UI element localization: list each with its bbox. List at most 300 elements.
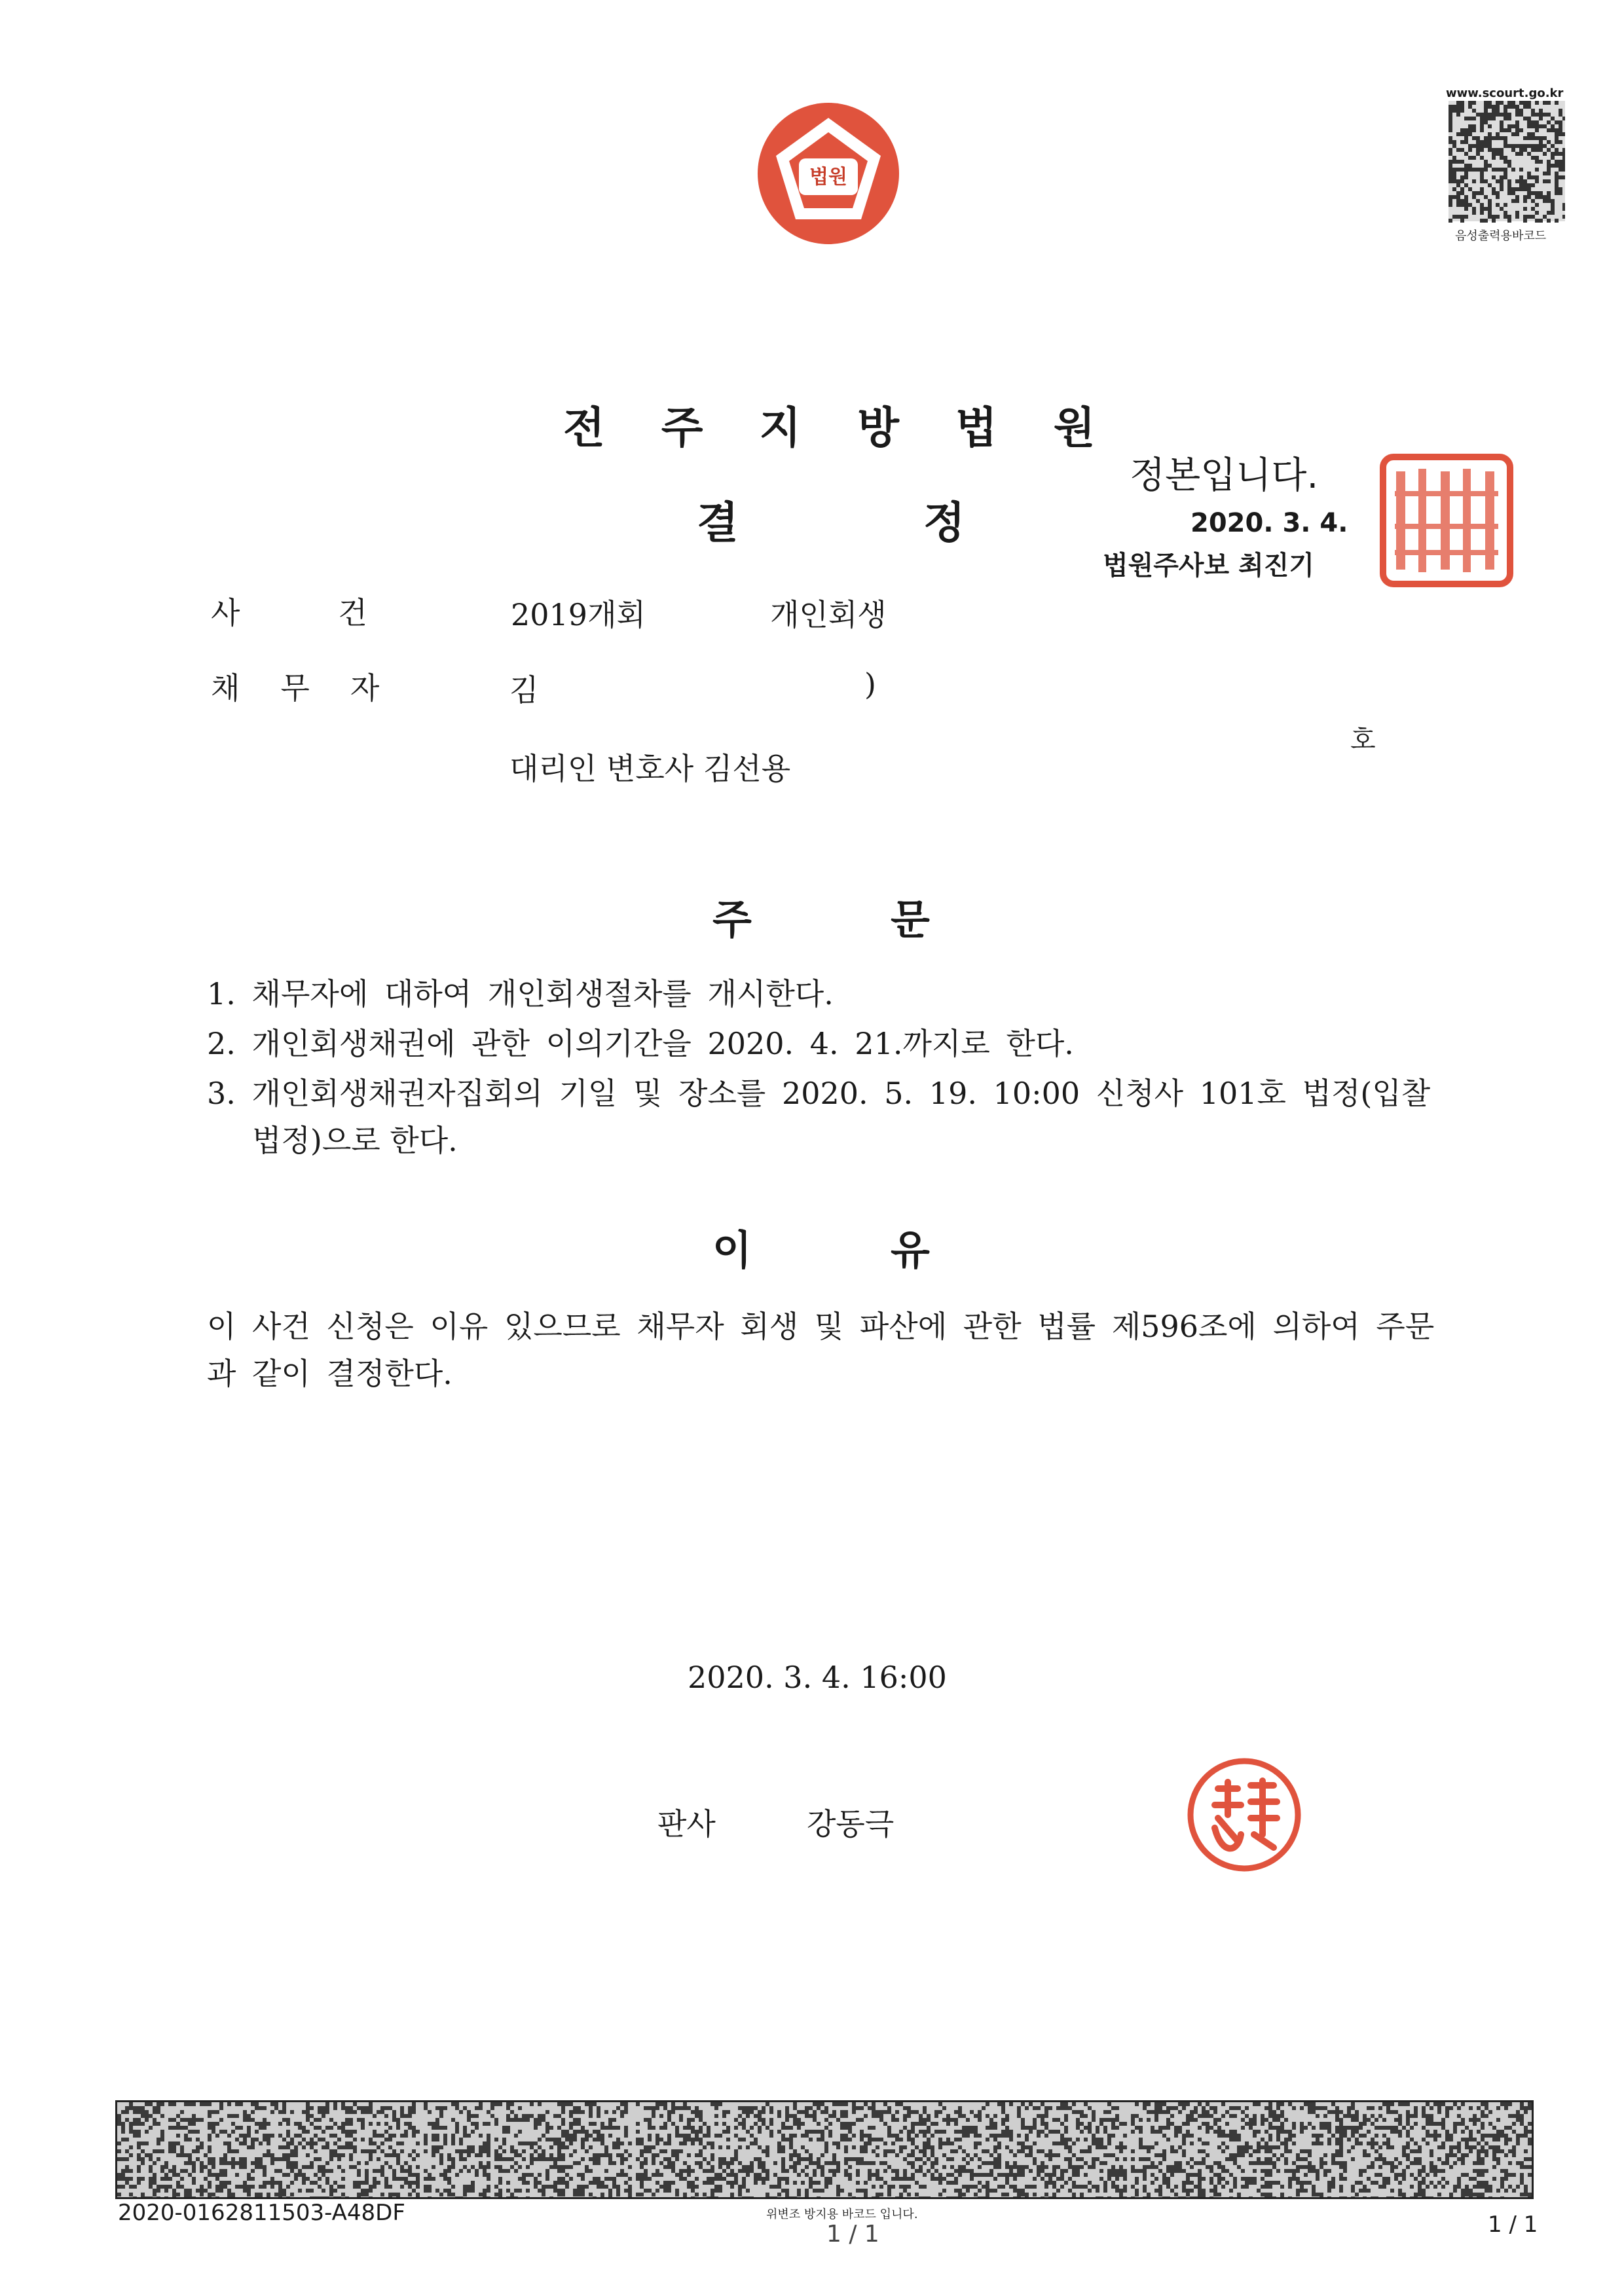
pattern-dot <box>1276 2181 1280 2185</box>
pattern-dot <box>1371 2122 1375 2126</box>
pattern-dot <box>1331 2110 1335 2114</box>
pattern-dot <box>369 2153 373 2157</box>
pattern-dot <box>357 2185 361 2189</box>
order-heading-second: 문 <box>891 896 930 943</box>
pattern-dot <box>911 2153 915 2157</box>
pattern-dot <box>1449 219 1452 223</box>
pattern-dot <box>463 2157 467 2161</box>
pattern-dot <box>369 2196 373 2199</box>
pattern-dot <box>396 2118 400 2122</box>
pattern-dot <box>1320 2106 1323 2110</box>
pattern-dot <box>121 2110 125 2114</box>
pattern-dot <box>1527 187 1531 191</box>
pattern-dot <box>251 2169 255 2173</box>
pattern-dot <box>373 2181 377 2185</box>
pattern-dot <box>1485 2106 1488 2110</box>
pattern-dot <box>1194 2196 1198 2199</box>
pattern-dot <box>1473 2138 1477 2141</box>
pattern-dot <box>1390 2110 1394 2114</box>
pattern-dot <box>1562 164 1565 168</box>
pattern-dot <box>887 2134 891 2138</box>
pattern-dot <box>907 2114 911 2118</box>
pattern-dot <box>569 2138 573 2141</box>
pattern-dot <box>290 2138 294 2141</box>
pattern-dot <box>133 2130 137 2134</box>
pattern-dot <box>1052 2193 1056 2196</box>
pattern-dot <box>121 2130 125 2134</box>
pattern-dot <box>1143 2165 1147 2169</box>
pattern-dot <box>506 2157 510 2161</box>
pattern-dot <box>832 2153 836 2157</box>
pattern-dot <box>502 2149 506 2153</box>
pattern-dot <box>251 2185 255 2189</box>
pattern-dot <box>1123 2185 1127 2189</box>
pattern-dot <box>785 2106 789 2110</box>
pattern-dot <box>1320 2196 1323 2199</box>
pattern-dot <box>1398 2161 1402 2165</box>
pattern-dot <box>1437 2181 1441 2185</box>
pattern-dot <box>1511 105 1515 109</box>
pattern-dot <box>1406 2114 1410 2118</box>
pattern-dot <box>125 2118 129 2122</box>
pattern-dot <box>1516 2161 1520 2165</box>
pattern-dot <box>1551 164 1555 168</box>
pattern-dot <box>168 2145 172 2149</box>
pattern-dot <box>1335 2114 1339 2118</box>
pattern-dot <box>569 2141 573 2145</box>
pattern-dot <box>247 2145 251 2149</box>
pattern-dot <box>514 2149 518 2153</box>
pattern-dot <box>1460 160 1464 164</box>
pattern-dot <box>1547 120 1551 124</box>
pattern-dot <box>1531 175 1535 179</box>
pattern-dot <box>365 2177 369 2181</box>
pattern-dot <box>239 2165 243 2169</box>
pattern-dot <box>1209 2181 1213 2185</box>
pattern-dot <box>1025 2145 1029 2149</box>
pattern-dot <box>644 2149 648 2153</box>
pattern-dot <box>424 2106 428 2110</box>
pattern-dot <box>514 2196 518 2199</box>
pattern-dot <box>467 2189 471 2193</box>
doc-title-second: 정 <box>923 498 965 548</box>
pattern-dot <box>1202 2114 1206 2118</box>
pattern-dot <box>1048 2149 1052 2153</box>
pattern-dot <box>1492 113 1496 117</box>
pattern-dot <box>1041 2177 1044 2181</box>
pattern-dot <box>1021 2173 1025 2177</box>
pattern-dot <box>640 2165 644 2169</box>
pattern-dot <box>1001 2106 1005 2110</box>
pattern-dot <box>1504 136 1507 140</box>
pattern-dot <box>730 2193 734 2196</box>
pattern-dot <box>1088 2189 1092 2193</box>
pattern-dot <box>1166 2169 1170 2173</box>
pattern-dot <box>322 2169 325 2173</box>
pattern-dot <box>255 2165 259 2169</box>
pattern-dot <box>1449 2145 1453 2149</box>
pattern-dot <box>1523 117 1527 120</box>
pattern-dot <box>1555 175 1559 179</box>
pattern-dot <box>758 2110 762 2114</box>
pattern-dot <box>1449 124 1452 128</box>
pattern-dot <box>695 2138 699 2141</box>
pattern-dot <box>424 2177 428 2181</box>
pattern-dot <box>1064 2181 1068 2185</box>
pattern-dot <box>160 2149 164 2153</box>
pattern-dot <box>958 2165 962 2169</box>
pattern-dot <box>817 2106 821 2110</box>
pattern-dot <box>982 2106 986 2110</box>
pattern-dot <box>789 2157 793 2161</box>
pattern-dot <box>762 2169 766 2173</box>
pattern-dot <box>388 2165 392 2169</box>
pattern-dot <box>1099 2177 1103 2181</box>
pattern-dot <box>1484 144 1488 148</box>
pattern-dot <box>1182 2106 1186 2110</box>
pattern-dot <box>129 2169 133 2173</box>
pattern-dot <box>1559 175 1562 179</box>
pattern-dot <box>365 2169 369 2173</box>
pattern-dot <box>149 2153 153 2157</box>
pattern-dot <box>1257 2189 1261 2193</box>
pattern-dot <box>879 2138 883 2141</box>
pattern-dot <box>1371 2138 1375 2141</box>
pattern-dot <box>1139 2157 1143 2161</box>
pattern-dot <box>1158 2189 1162 2193</box>
pattern-dot <box>1147 2193 1151 2196</box>
pattern-dot <box>1237 2153 1241 2157</box>
pattern-dot <box>848 2138 852 2141</box>
pattern-dot <box>1233 2130 1237 2134</box>
pattern-dot <box>557 2141 561 2145</box>
order-item-3: 3. 개인회생채권자집회의 기일 및 장소를 2020. 5. 19. 10:00 신청사 101호 법정(입찰 <box>207 1076 1431 1111</box>
pattern-dot <box>117 2177 121 2181</box>
pattern-dot <box>997 2185 1001 2189</box>
pattern-dot <box>341 2145 345 2149</box>
pattern-dot <box>742 2181 746 2185</box>
pattern-dot <box>227 2189 231 2193</box>
pattern-dot <box>1276 2138 1280 2141</box>
pattern-dot <box>577 2110 581 2114</box>
pattern-dot <box>1559 128 1562 132</box>
pattern-dot <box>522 2181 526 2185</box>
pattern-dot <box>1418 2161 1422 2165</box>
pattern-dot <box>1371 2165 1375 2169</box>
pattern-dot <box>1288 2169 1292 2173</box>
pattern-dot <box>966 2118 970 2122</box>
pattern-dot <box>836 2145 840 2149</box>
pattern-dot <box>1052 2153 1056 2157</box>
pattern-dot <box>1485 2181 1488 2185</box>
pattern-dot <box>726 2110 730 2114</box>
pattern-dot <box>1452 195 1456 199</box>
pattern-dot <box>1056 2118 1060 2122</box>
pattern-dot <box>1555 183 1559 187</box>
pattern-dot <box>1456 113 1460 117</box>
pattern-dot <box>1456 101 1460 105</box>
pattern-dot <box>388 2138 392 2141</box>
pattern-dot <box>1209 2169 1213 2173</box>
pattern-dot <box>1456 195 1460 199</box>
pattern-dot <box>805 2193 809 2196</box>
pattern-dot <box>1531 183 1535 187</box>
pattern-dot <box>1496 195 1500 199</box>
judge-name: 강동극 <box>807 1806 895 1842</box>
pattern-dot <box>1500 2134 1504 2138</box>
pattern-dot <box>188 2189 192 2193</box>
pattern-dot <box>1481 2102 1485 2106</box>
pattern-dot <box>557 2138 561 2141</box>
pattern-dot <box>750 2169 754 2173</box>
pattern-dot <box>919 2118 923 2122</box>
pattern-dot <box>1194 2173 1198 2177</box>
pattern-dot <box>341 2193 345 2196</box>
pattern-dot <box>1245 2185 1249 2189</box>
pattern-dot <box>349 2122 353 2126</box>
pattern-dot <box>1304 2126 1308 2130</box>
pattern-dot <box>773 2196 777 2199</box>
pattern-dot <box>612 2181 616 2185</box>
pattern-dot <box>1460 187 1464 191</box>
pattern-dot <box>597 2114 600 2118</box>
pattern-dot <box>274 2106 278 2110</box>
pattern-dot <box>1013 2189 1017 2193</box>
pattern-dot <box>1158 2153 1162 2157</box>
pattern-dot <box>1445 2114 1449 2118</box>
pattern-dot <box>545 2126 549 2130</box>
pattern-dot <box>879 2177 883 2181</box>
pattern-dot <box>1143 2102 1147 2106</box>
pattern-dot <box>1080 2165 1084 2169</box>
pattern-dot <box>813 2110 817 2114</box>
pattern-dot <box>1060 2141 1064 2145</box>
pattern-dot <box>726 2130 730 2134</box>
pattern-dot <box>597 2110 600 2114</box>
pattern-dot <box>1154 2165 1158 2169</box>
pattern-dot <box>1072 2169 1076 2173</box>
pattern-dot <box>251 2145 255 2149</box>
pattern-dot <box>392 2149 396 2153</box>
pattern-dot <box>1527 136 1531 140</box>
pattern-dot <box>1456 203 1460 207</box>
pattern-dot <box>1186 2193 1190 2196</box>
pattern-dot <box>1280 2126 1284 2130</box>
pattern-dot <box>958 2130 962 2134</box>
pattern-dot <box>1468 148 1472 152</box>
pattern-dot <box>1496 109 1500 113</box>
pattern-dot <box>1406 2145 1410 2149</box>
pattern-dot <box>302 2181 306 2185</box>
pattern-dot <box>1430 2106 1433 2110</box>
pattern-dot <box>1135 2189 1139 2193</box>
pattern-dot <box>1363 2153 1367 2157</box>
pattern-dot <box>1437 2106 1441 2110</box>
pattern-dot <box>915 2193 919 2196</box>
pattern-dot <box>1539 195 1543 199</box>
pattern-dot <box>1343 2126 1347 2130</box>
pattern-dot <box>1233 2157 1237 2161</box>
pattern-dot <box>1512 2130 1516 2134</box>
pattern-dot <box>1406 2141 1410 2145</box>
pattern-dot <box>1072 2102 1076 2106</box>
pattern-dot <box>498 2153 502 2157</box>
pattern-dot <box>227 2145 231 2149</box>
pattern-dot <box>793 2114 797 2118</box>
pattern-dot <box>1017 2193 1021 2196</box>
pattern-dot <box>1308 2149 1312 2153</box>
pattern-dot <box>671 2181 675 2185</box>
pattern-dot <box>946 2157 950 2161</box>
pattern-dot <box>561 2130 565 2134</box>
pattern-dot <box>781 2122 785 2126</box>
pattern-dot <box>1158 2102 1162 2106</box>
pattern-dot <box>974 2145 978 2149</box>
pattern-dot <box>125 2157 129 2161</box>
pattern-dot <box>467 2118 471 2122</box>
pattern-dot <box>1048 2181 1052 2185</box>
pattern-dot <box>1504 175 1507 179</box>
pattern-dot <box>1316 2106 1320 2110</box>
pattern-dot <box>1488 183 1492 187</box>
pattern-dot <box>188 2193 192 2196</box>
pattern-dot <box>447 2177 451 2181</box>
pattern-dot <box>954 2169 958 2173</box>
pattern-dot <box>785 2177 789 2181</box>
pattern-dot <box>1123 2189 1127 2193</box>
pattern-dot <box>585 2169 589 2173</box>
pattern-dot <box>993 2189 997 2193</box>
pattern-dot <box>1523 179 1527 183</box>
pattern-dot <box>1516 2141 1520 2145</box>
pattern-dot <box>400 2114 404 2118</box>
pattern-dot <box>463 2106 467 2110</box>
pattern-dot <box>1449 128 1452 132</box>
pattern-dot <box>1477 2161 1481 2165</box>
pattern-dot <box>962 2134 966 2138</box>
pattern-dot <box>1312 2169 1316 2173</box>
pattern-dot <box>950 2141 954 2145</box>
pattern-dot <box>306 2102 310 2106</box>
pattern-dot <box>1496 2138 1500 2141</box>
pattern-dot <box>1123 2177 1127 2181</box>
pattern-dot <box>424 2185 428 2189</box>
pattern-dot <box>1052 2196 1056 2199</box>
pattern-dot <box>844 2169 848 2173</box>
pattern-dot <box>302 2173 306 2177</box>
pattern-dot <box>1147 2102 1151 2106</box>
pattern-dot <box>1461 2130 1465 2134</box>
pattern-dot <box>141 2149 145 2153</box>
pattern-dot <box>915 2181 919 2185</box>
pattern-dot <box>762 2110 766 2114</box>
pattern-dot <box>1300 2189 1304 2193</box>
pattern-dot <box>597 2185 600 2189</box>
pattern-dot <box>416 2141 420 2145</box>
pattern-dot <box>1406 2130 1410 2134</box>
pattern-dot <box>1033 2161 1037 2165</box>
pattern-dot <box>821 2130 824 2134</box>
pattern-dot <box>718 2161 722 2165</box>
pattern-dot <box>1481 2169 1485 2173</box>
pattern-dot <box>1323 2126 1327 2130</box>
pattern-dot <box>200 2102 204 2106</box>
pattern-dot <box>1367 2118 1371 2122</box>
pattern-dot <box>620 2114 624 2118</box>
pattern-dot <box>848 2193 852 2196</box>
pattern-dot <box>369 2157 373 2161</box>
pattern-dot <box>1430 2153 1433 2157</box>
pattern-dot <box>758 2165 762 2169</box>
pattern-dot <box>487 2141 490 2145</box>
pattern-dot <box>1233 2161 1237 2165</box>
pattern-dot <box>655 2189 659 2193</box>
pattern-dot <box>726 2145 730 2149</box>
pattern-dot <box>836 2161 840 2165</box>
pattern-dot <box>357 2196 361 2199</box>
pattern-dot <box>325 2196 329 2199</box>
pattern-dot <box>353 2145 357 2149</box>
pattern-dot <box>1308 2169 1312 2173</box>
pattern-dot <box>640 2153 644 2157</box>
pattern-dot <box>663 2181 667 2185</box>
pattern-dot <box>538 2145 542 2149</box>
pattern-dot <box>322 2130 325 2134</box>
pattern-dot <box>687 2181 691 2185</box>
pattern-dot <box>1468 187 1472 191</box>
pattern-dot <box>416 2130 420 2134</box>
pattern-dot <box>600 2153 604 2157</box>
pattern-dot <box>212 2122 215 2126</box>
pattern-dot <box>1481 2185 1485 2189</box>
pattern-dot <box>852 2102 856 2106</box>
pattern-dot <box>836 2141 840 2145</box>
pattern-dot <box>899 2138 903 2141</box>
pattern-dot <box>1464 203 1468 207</box>
pattern-dot <box>1484 105 1488 109</box>
pattern-dot <box>813 2130 817 2134</box>
pattern-dot <box>691 2169 695 2173</box>
pattern-dot <box>899 2102 903 2106</box>
pattern-dot <box>408 2110 412 2114</box>
pattern-dot <box>380 2193 384 2196</box>
pattern-dot <box>1562 175 1565 179</box>
pattern-dot <box>1496 2134 1500 2138</box>
pattern-dot <box>671 2161 675 2165</box>
pattern-dot <box>683 2106 687 2110</box>
pattern-dot <box>310 2141 314 2145</box>
pattern-dot <box>695 2130 699 2134</box>
pattern-dot <box>1473 2185 1477 2189</box>
pattern-dot <box>498 2157 502 2161</box>
pattern-dot <box>1221 2134 1225 2138</box>
pattern-dot <box>408 2193 412 2196</box>
pattern-dot <box>1005 2134 1009 2138</box>
pattern-dot <box>762 2181 766 2185</box>
pattern-dot <box>1485 2134 1488 2138</box>
pattern-dot <box>1515 120 1519 124</box>
pattern-dot <box>1241 2126 1245 2130</box>
pattern-dot <box>164 2189 168 2193</box>
pattern-dot <box>1523 195 1527 199</box>
pattern-dot <box>754 2157 758 2161</box>
pattern-dot <box>1469 2118 1473 2122</box>
pattern-dot <box>1154 2130 1158 2134</box>
pattern-dot <box>840 2126 844 2130</box>
pattern-dot <box>467 2169 471 2173</box>
pattern-dot <box>1500 2149 1504 2153</box>
pattern-dot <box>636 2173 640 2177</box>
